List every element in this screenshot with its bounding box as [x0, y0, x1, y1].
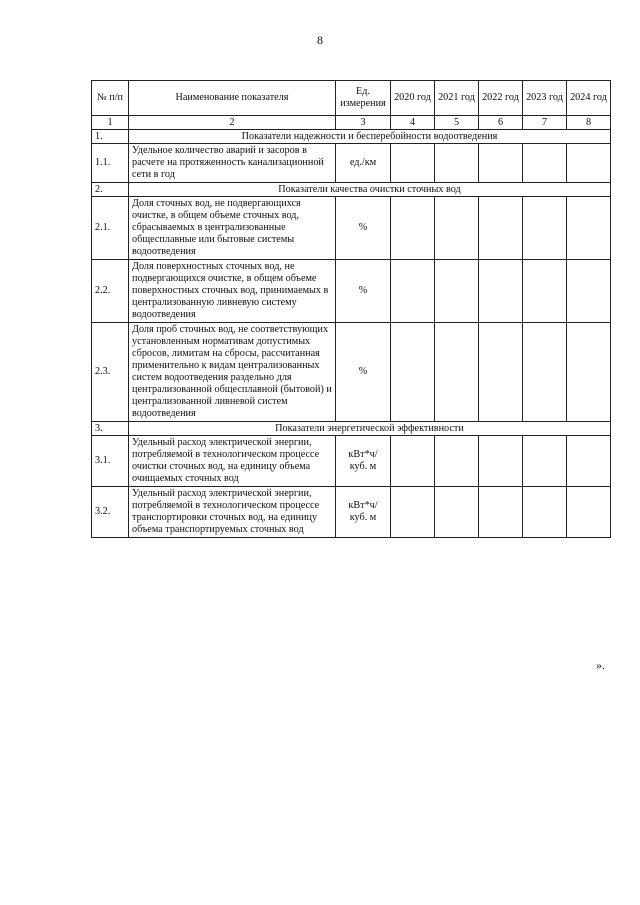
- value-cell: [435, 436, 479, 487]
- table-row: [92, 260, 611, 323]
- header-year-2023: 2023 год: [523, 81, 567, 116]
- section-number: 3.: [92, 422, 129, 436]
- row-number: 2.2.: [92, 260, 129, 323]
- value-cell: [479, 323, 523, 422]
- column-index: 1: [92, 116, 129, 130]
- value-cell: [479, 487, 523, 538]
- value-cell: [391, 197, 435, 260]
- value-cell: [435, 260, 479, 323]
- indicator-name: Доля проб сточных вод, не соответствующих установленным нормативам допустимых сбросов, лимитам на сбросы, рассчитанная применительно к видам централизованных систем водоотведения раздельно для централизованной общесплавной (бытовой) и централизованной ливневой систем водоотведения: [129, 323, 336, 422]
- table-row: [92, 436, 611, 487]
- column-index: 2: [129, 116, 336, 130]
- indicator-unit: %: [336, 197, 391, 260]
- indicator-name: Удельный расход электрической энергии, потребляемой в технологическом процессе очистки сточных вод, на единицу объема очищаемых сточных вод: [129, 436, 336, 487]
- row-number: 1.1.: [92, 144, 129, 183]
- column-index: 3: [336, 116, 391, 130]
- section-title: Показатели энергетической эффективности: [129, 422, 611, 436]
- page-number: 8: [317, 33, 323, 47]
- indicator-name: Доля поверхностных сточных вод, не подвергающихся очистке, в общем объеме поверхностных сточных вод, принимаемых в централизованную ливневую систему водоотведения: [129, 260, 336, 323]
- row-number: 2.3.: [92, 323, 129, 422]
- header-year-2022: 2022 год: [479, 81, 523, 116]
- header-year-2021: 2021 год: [435, 81, 479, 116]
- column-index: 8: [567, 116, 611, 130]
- row-number: 3.2.: [92, 487, 129, 538]
- section-number: 1.: [92, 130, 129, 144]
- section-number: 2.: [92, 183, 129, 197]
- value-cell: [391, 487, 435, 538]
- indicator-unit: кВт*ч/ куб. м: [336, 487, 391, 538]
- closing-quote-mark: ».: [596, 658, 605, 672]
- section-title: Показатели качества очистки сточных вод: [129, 183, 611, 197]
- value-cell: [479, 144, 523, 183]
- value-cell: [567, 436, 611, 487]
- row-number: 3.1.: [92, 436, 129, 487]
- section-title: Показатели надежности и бесперебойности водоотведения: [129, 130, 611, 144]
- table-row: [92, 144, 611, 183]
- indicator-unit: кВт*ч/ куб. м: [336, 436, 391, 487]
- value-cell: [567, 487, 611, 538]
- section-row: [92, 422, 611, 436]
- value-cell: [391, 436, 435, 487]
- value-cell: [523, 487, 567, 538]
- section-row: [92, 130, 611, 144]
- value-cell: [523, 144, 567, 183]
- indicator-unit: %: [336, 323, 391, 422]
- header-num: № п/п: [92, 81, 129, 116]
- indicator-name: Удельное количество аварий и засоров в расчете на протяженность канализационной сети в год: [129, 144, 336, 183]
- column-index: 5: [435, 116, 479, 130]
- column-index: 7: [523, 116, 567, 130]
- table-row: [92, 487, 611, 538]
- value-cell: [567, 260, 611, 323]
- value-cell: [479, 197, 523, 260]
- indicator-unit: ед./км: [336, 144, 391, 183]
- value-cell: [523, 260, 567, 323]
- header-year-2024: 2024 год: [567, 81, 611, 116]
- value-cell: [435, 487, 479, 538]
- value-cell: [435, 323, 479, 422]
- value-cell: [391, 144, 435, 183]
- column-index: 6: [479, 116, 523, 130]
- header-row: [92, 81, 611, 116]
- value-cell: [523, 197, 567, 260]
- value-cell: [391, 260, 435, 323]
- value-cell: [567, 197, 611, 260]
- value-cell: [391, 323, 435, 422]
- indicator-unit: %: [336, 260, 391, 323]
- header-name: Наименование показателя: [129, 81, 336, 116]
- column-index: 4: [391, 116, 435, 130]
- value-cell: [523, 436, 567, 487]
- value-cell: [523, 323, 567, 422]
- value-cell: [479, 260, 523, 323]
- row-number: 2.1.: [92, 197, 129, 260]
- value-cell: [567, 144, 611, 183]
- header-unit: Ед. измерения: [336, 81, 391, 116]
- value-cell: [567, 323, 611, 422]
- column-index-row: [92, 116, 611, 130]
- indicators-table: [91, 80, 611, 538]
- table-row: [92, 323, 611, 422]
- header-year-2020: 2020 год: [391, 81, 435, 116]
- table-row: [92, 197, 611, 260]
- indicator-name: Доля сточных вод, не подвергающихся очистке, в общем объеме сточных вод, сбрасываемых в централизованные общесплавные или бытовые системы водоотведения: [129, 197, 336, 260]
- value-cell: [479, 436, 523, 487]
- value-cell: [435, 197, 479, 260]
- value-cell: [435, 144, 479, 183]
- section-row: [92, 183, 611, 197]
- indicator-name: Удельный расход электрической энергии, потребляемой в технологическом процессе транспортировки сточных вод, на единицу объема транспортируемых сточных вод: [129, 487, 336, 538]
